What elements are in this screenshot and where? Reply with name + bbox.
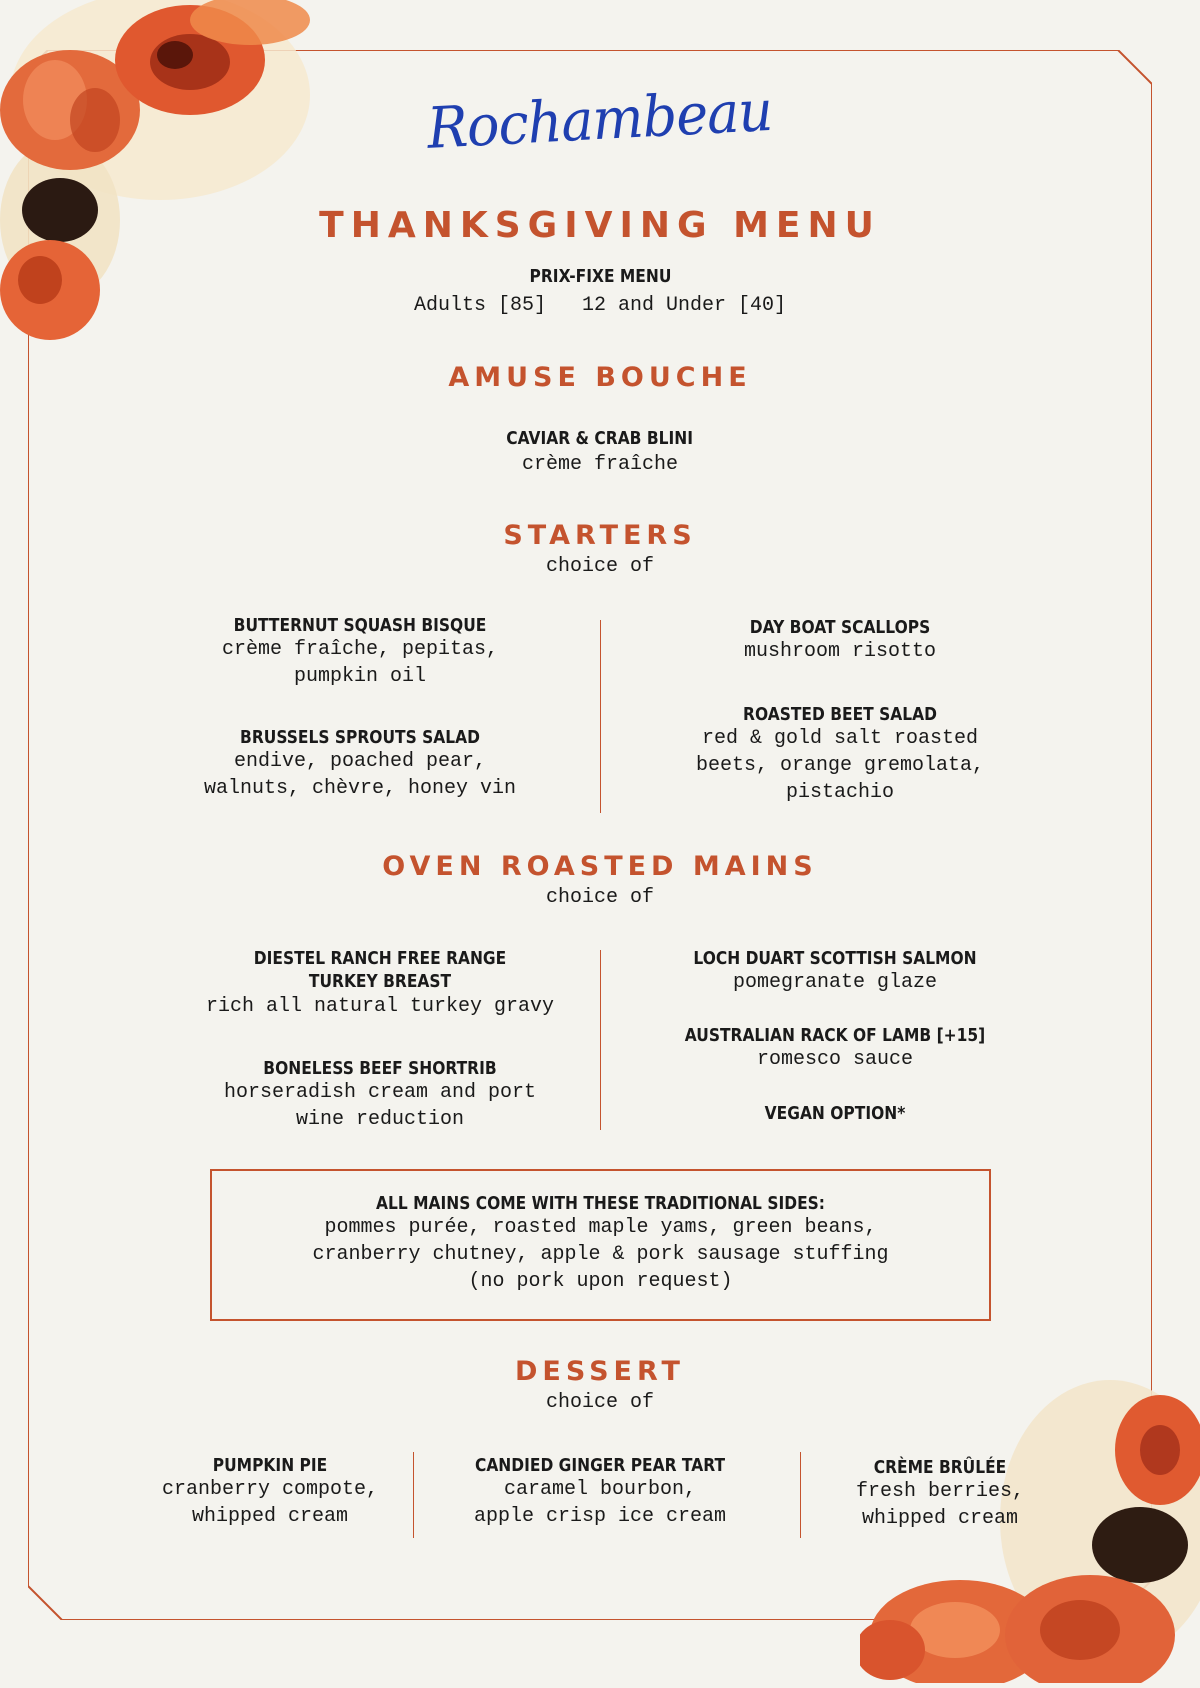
prix-fixe-label: PRIX-FIXE MENU [529, 266, 671, 287]
main-name: TURKEY BREAST [308, 971, 452, 992]
prix-fixe-block [0, 266, 1200, 287]
amuse-item-name: CAVIAR & CRAB BLINI [506, 428, 694, 449]
starters-heading: STARTERS [503, 520, 697, 551]
amuse-item-desc: crème fraîche [521, 453, 679, 476]
dessert-desc: cranberry compote, [161, 1478, 379, 1501]
main-desc: romesco sauce [756, 1048, 914, 1071]
starter-name: BUTTERNUT SQUASH BISQUE [233, 615, 487, 636]
mains-heading: OVEN ROASTED MAINS [382, 851, 818, 882]
main-name: BONELESS BEEF SHORTRIB [263, 1058, 497, 1079]
dessert-item [120, 1455, 420, 1530]
dessert-desc: whipped cream [861, 1507, 1019, 1530]
starter-desc: walnuts, chèvre, honey vin [203, 777, 517, 800]
starter-name: BRUSSELS SPROUTS SALAD [240, 727, 480, 748]
sides-line: (no pork upon request) [468, 1270, 733, 1293]
dessert-divider [800, 1452, 801, 1538]
dessert-desc: apple crisp ice cream [473, 1505, 727, 1528]
main-name: AUSTRALIAN RACK OF LAMB [+15] [684, 1025, 986, 1046]
starters-divider [600, 620, 601, 813]
mains-divider [600, 950, 601, 1130]
amuse-bouche-heading: AMUSE BOUCHE [448, 362, 752, 393]
dessert-desc: fresh berries, [855, 1480, 1025, 1503]
mains-note: choice of [545, 886, 655, 909]
dessert-note: choice of [545, 1391, 655, 1414]
dessert-desc: whipped cream [191, 1505, 349, 1528]
main-item [625, 1103, 1045, 1124]
starter-desc: pumpkin oil [293, 665, 427, 688]
dessert-item [810, 1457, 1070, 1532]
main-desc: horseradish cream and port [223, 1081, 537, 1104]
starter-desc: endive, poached pear, [233, 750, 487, 773]
prix-fixe-prices: Adults [85] 12 and Under [40] [413, 294, 787, 317]
dessert-desc: caramel bourbon, [503, 1478, 697, 1501]
restaurant-logo [0, 77, 1200, 178]
main-name: LOCH DUART SCOTTISH SALMON [693, 948, 977, 969]
main-desc: rich all natural turkey gravy [205, 995, 555, 1018]
main-item [625, 1025, 1045, 1073]
menu-title: THANKSGIVING MENU [319, 205, 881, 246]
main-desc: wine reduction [295, 1108, 465, 1131]
dessert-item [420, 1455, 780, 1530]
main-item [625, 948, 1045, 996]
starter-item [640, 617, 1040, 665]
flower-decoration-bottom-right [860, 1380, 1200, 1688]
sides-box [210, 1169, 991, 1321]
dessert-heading: DESSERT [515, 1356, 685, 1387]
dessert-name: PUMPKIN PIE [212, 1455, 328, 1476]
starter-desc: beets, orange gremolata, [695, 754, 985, 777]
dessert-name: CRÈME BRÛLÉE [873, 1457, 1007, 1478]
starter-name: DAY BOAT SCALLOPS [749, 617, 931, 638]
main-name: VEGAN OPTION* [764, 1103, 906, 1124]
starter-desc: red & gold salt roasted [701, 727, 979, 750]
starter-name: ROASTED BEET SALAD [743, 704, 937, 725]
starter-desc: pistachio [785, 781, 895, 804]
main-item [160, 947, 600, 1020]
starter-item [640, 704, 1040, 806]
main-item [160, 1058, 600, 1133]
dessert-name: CANDIED GINGER PEAR TART [474, 1455, 726, 1476]
sides-heading: ALL MAINS COME WITH THESE TRADITIONAL SIDES: [376, 1193, 825, 1214]
starter-item [160, 727, 560, 802]
sides-line: pommes purée, roasted maple yams, green beans, [324, 1216, 877, 1239]
sides-line: cranberry chutney, apple & pork sausage stuffing [312, 1243, 889, 1266]
main-desc: pomegranate glaze [732, 971, 938, 994]
starters-note: choice of [545, 555, 655, 578]
main-name: DIESTEL RANCH FREE RANGE [253, 948, 507, 969]
amuse-item [0, 428, 1200, 478]
logo-text: Rochambeau [425, 77, 775, 162]
starter-desc: mushroom risotto [743, 640, 937, 663]
starter-item [160, 615, 560, 690]
starter-desc: crème fraîche, pepitas, [221, 638, 499, 661]
